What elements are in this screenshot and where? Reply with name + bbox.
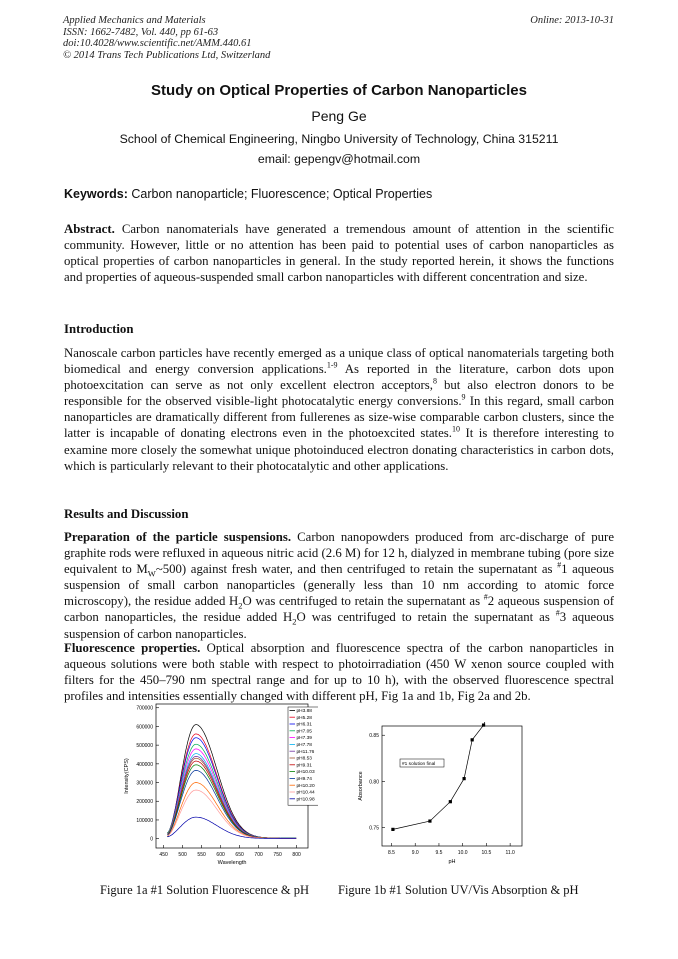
spectrum-line-pH7-05 <box>167 744 296 838</box>
fluorescence-label: Fluorescence properties. <box>64 641 201 655</box>
spectrum-line-pH10-20 <box>167 783 296 839</box>
plot-frame <box>156 704 308 848</box>
prep-text-2: ~500) against fresh water, and then centrifuged to retain the supernatant as <box>155 562 558 577</box>
figure-1a-chart <box>118 700 318 872</box>
y-tick-label: 0.80 <box>369 779 379 786</box>
ref-superscript: 1-9 <box>326 360 338 370</box>
y-tick-label: 0 <box>150 836 153 843</box>
y-tick-label: 700000 <box>136 705 153 712</box>
subscript-2: 2 <box>238 600 243 611</box>
x-tick-label: 8.5 <box>388 850 395 856</box>
figure-1b-chart <box>350 722 526 870</box>
abstract-text: Carbon nanomaterials have generated a tremendous amount of attention in the scientific community. However, little or no attention has been paid to potential uses of carbon nanoparticles as optical properties of carbon nanoparticles in general. In the study reported herein, it shows the functions and properties of aqueous-suspended small carbon nanoparticles with different concentration and size. <box>64 222 614 285</box>
y-tick-label: 100000 <box>136 817 153 824</box>
legend-label: pH10.20 <box>296 783 315 789</box>
data-point <box>471 738 474 741</box>
x-tick-label: 11.0 <box>505 850 515 856</box>
journal-metadata <box>63 15 270 61</box>
figure-1b-caption: Figure 1b #1 Solution UV/Vis Absorption & pH <box>338 883 579 897</box>
absorbance-line <box>393 722 509 829</box>
author-name: Peng Ge <box>311 108 367 124</box>
preparation-label: Preparation of the particle suspensions. <box>64 530 292 544</box>
y-tick-label: 0.75 <box>369 825 379 832</box>
intro-text-5: It is therefore interesting to examine more closely the somewhat unique photoinduced electron donating characteristics in carbon dots, which is particularly relevant to their photocatalytic and other applications. <box>64 426 614 473</box>
intro-text-4: In this regard, small carbon nanoparticles are dramatically different from fullerenes as size-wise comparable carbon clusters, since the latter is incapable of donating electrons even in the photoexcited states. <box>64 394 614 441</box>
y-axis-label: Intensity(CPS) <box>124 758 130 794</box>
intro-text-1: Nanoscale carbon particles have recently emerged as a unique class of optical nanomaterials targeting both biomedical and energy conversion applications. <box>64 346 614 377</box>
y-tick-label: 500000 <box>136 743 153 750</box>
hash-superscript: # <box>483 593 488 603</box>
legend-label: pH7.78 <box>296 743 312 748</box>
intro-text-3: but also electron donors to be responsible for the observed visible-light photocatalytic energy conversions. <box>64 378 614 409</box>
prep-text-3: 1 aqueous suspension of small carbon nanoparticles (generally less than 10 nm according to atomic force microscopy), the residue added H <box>64 562 615 609</box>
x-tick-label: 500 <box>178 852 187 858</box>
introduction-paragraph <box>64 345 614 474</box>
author-email[interactable]: email: gepengv@hotmail.com <box>257 152 421 166</box>
abstract-label: Abstract. <box>64 222 115 236</box>
data-point <box>428 819 431 822</box>
legend-label: pH10.03 <box>296 770 315 776</box>
x-tick-label: 700 <box>254 852 263 858</box>
x-tick-label: 10.0 <box>457 850 468 856</box>
legend-label: pH6.31 <box>296 722 312 728</box>
legend-label: pH10.44 <box>296 790 315 796</box>
legend-label: pH7.39 <box>296 736 312 742</box>
subscript-w: W <box>147 568 156 579</box>
x-tick-label: 800 <box>292 852 301 858</box>
data-point <box>482 723 485 726</box>
preparation-paragraph <box>64 529 614 642</box>
abstract <box>64 221 614 285</box>
legend-label: #1 solution final <box>402 762 436 767</box>
x-tick-label: 750 <box>273 852 282 858</box>
y-axis-label: Absorbance <box>358 771 364 801</box>
data-point <box>463 777 466 780</box>
keywords-label: Keywords: <box>64 187 128 201</box>
doi-line[interactable]: doi:10.4028/www.scientific.net/AMM.440.61 <box>63 38 252 49</box>
x-tick-label: 600 <box>216 852 225 858</box>
hash-superscript: # <box>555 609 560 619</box>
ref-superscript: 9 <box>461 393 466 403</box>
x-axis-label: Wavelength <box>217 860 247 866</box>
affiliation: School of Chemical Engineering, Ningbo University of Technology, China 315211 <box>119 132 559 146</box>
ref-superscript: 10 <box>451 425 460 435</box>
copyright-line: © 2014 Trans Tech Publications Ltd, Switzerland <box>63 49 271 61</box>
figure-1a-caption: Figure 1a #1 Solution Fluorescence & pH <box>100 883 309 897</box>
legend-label: pH10.98 <box>296 797 315 803</box>
introduction-heading: Introduction <box>64 322 134 336</box>
x-tick-label: 10.5 <box>481 850 492 856</box>
y-tick-label: 400000 <box>136 761 153 768</box>
online-date: Online: 2013-10-31 <box>530 15 614 26</box>
legend-label: pH9.31 <box>296 763 312 769</box>
legend-label: pH11.76 <box>296 749 315 755</box>
journal-name: Applied Mechanics and Materials <box>63 15 206 26</box>
data-point <box>449 800 452 803</box>
issn-line: ISSN: 1662-7482, Vol. 440, pp 61-63 <box>63 26 219 38</box>
y-tick-label: 200000 <box>136 799 153 806</box>
y-tick-label: 600000 <box>136 724 153 731</box>
hash-superscript: # <box>557 560 562 570</box>
prep-text-5: 2 aqueous suspension of carbon nanoparticles, the residue added H <box>64 594 614 625</box>
fluorescence-paragraph <box>64 640 614 704</box>
subscript-2: 2 <box>292 617 297 628</box>
x-tick-label: 650 <box>235 852 244 858</box>
x-tick-label: 550 <box>197 852 206 858</box>
legend-label: pH5.28 <box>296 715 312 721</box>
ref-superscript: 8 <box>432 376 437 386</box>
fluorescence-text: Optical absorption and fluorescence spectra of the carbon nanoparticles in aqueous solutions were both stable with respect to photoirradiation (450 W xenon source coupled with filters for the 450–790 nm spectral range and for up to 10 h), with the observed fluorescence spectral profiles and intensities essentially changed with different pH, Fig 1a and 1b, Fig 2a and 2b. <box>64 641 614 704</box>
legend-label: pH9.74 <box>296 777 312 782</box>
y-tick-label: 300000 <box>136 780 153 787</box>
x-tick-label: 9.0 <box>411 850 419 856</box>
legend-label: pH8.53 <box>296 756 312 762</box>
data-point <box>391 828 394 831</box>
prep-text-1: Carbon nanopowders produced from arc-discharge of pure graphite rods were refluxed in aqueous nitric acid (2.6 M) for 12 h, dialyzed in membrane tubing (pore size equivalent to M <box>64 530 614 577</box>
keywords-text: Carbon nanoparticle; Fluorescence; Optical Properties <box>131 187 433 201</box>
y-tick-label: 0.85 <box>369 733 379 740</box>
x-tick-label: 9.5 <box>435 850 443 856</box>
intro-text-2: As reported in the literature, carbon dots upon photoexcitation can serve as not only excellent electron acceptors, <box>64 362 614 393</box>
prep-text-6: O was centrifuged to retain the supernatant as <box>296 610 556 625</box>
legend-label: pH7.05 <box>296 729 312 735</box>
legend-label: pH3.88 <box>296 709 312 714</box>
plot-frame <box>382 726 522 846</box>
prep-text-4: O was centrifuged to retain the supernatant as <box>242 594 484 609</box>
x-axis-label: pH <box>448 859 456 865</box>
prep-text-7: 3 aqueous suspension of carbon nanoparticles. <box>64 610 615 641</box>
results-heading: Results and Discussion <box>64 507 189 521</box>
spectrum-line-pH9-74 <box>167 770 296 838</box>
x-tick-label: 450 <box>159 852 168 858</box>
keywords-line <box>64 187 432 201</box>
paper-title: Study on Optical Properties of Carbon Nanoparticles <box>151 82 527 99</box>
